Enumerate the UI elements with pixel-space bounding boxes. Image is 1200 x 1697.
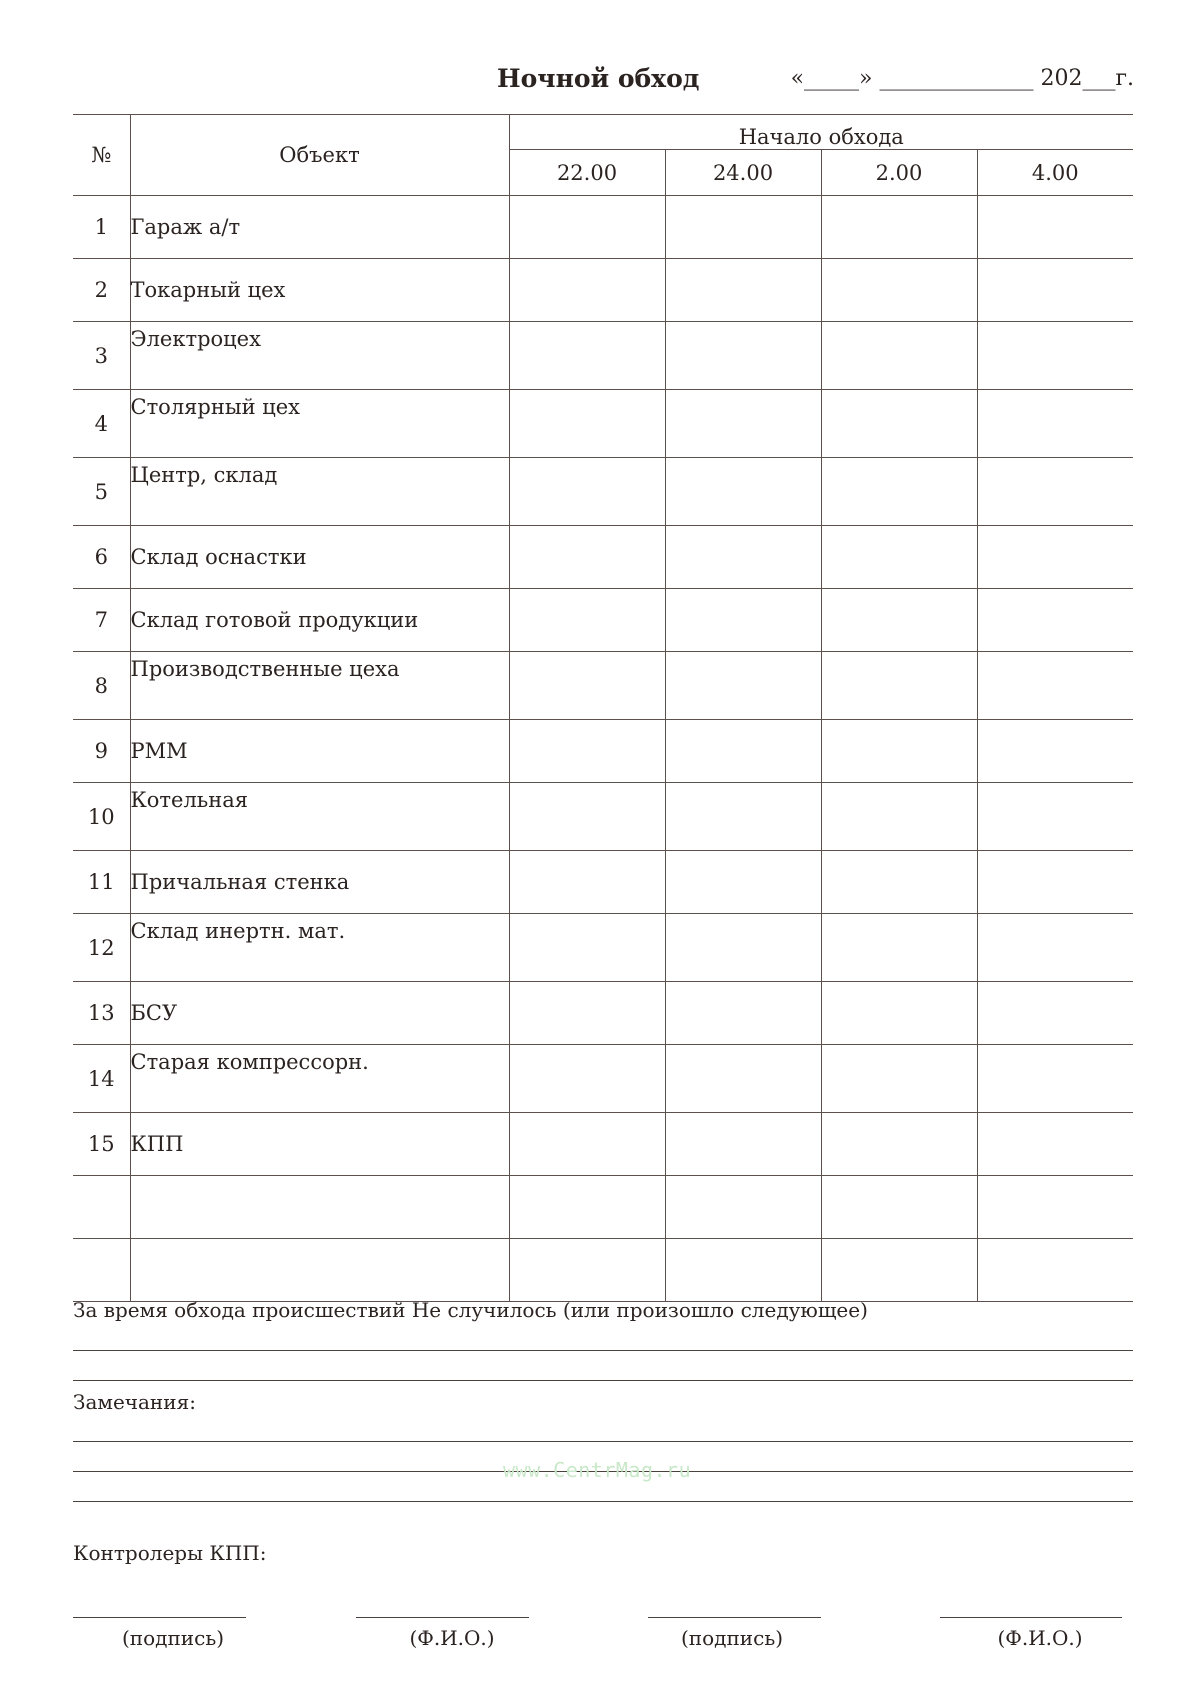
table-row (73, 720, 1133, 783)
check-cell[interactable] (821, 390, 977, 458)
row-number: 9 (73, 720, 130, 783)
row-object: Причальная стенка (130, 851, 509, 914)
signature-caption: (подпись) (680, 1626, 784, 1650)
watermark-text: www.CentrMag.ru (503, 1458, 692, 1482)
check-cell[interactable] (977, 1239, 1133, 1302)
column-header-number: № (73, 115, 130, 196)
check-cell[interactable] (977, 1176, 1133, 1239)
row-object: Электроцех (130, 322, 509, 390)
table-row (73, 526, 1133, 589)
check-cell[interactable] (665, 1045, 821, 1113)
check-cell[interactable] (509, 196, 665, 259)
column-header-time: 22.00 (509, 150, 665, 196)
row-number: 2 (73, 259, 130, 322)
check-cell[interactable] (665, 589, 821, 652)
column-header-object: Объект (130, 115, 509, 196)
check-cell[interactable] (509, 1239, 665, 1302)
check-cell[interactable] (977, 458, 1133, 526)
check-cell[interactable] (977, 982, 1133, 1045)
check-cell[interactable] (665, 196, 821, 259)
table-row (73, 322, 1133, 390)
check-cell[interactable] (509, 851, 665, 914)
row-number: 13 (73, 982, 130, 1045)
check-cell[interactable] (665, 526, 821, 589)
row-number: 4 (73, 390, 130, 458)
check-cell[interactable] (665, 322, 821, 390)
row-number: 14 (73, 1045, 130, 1113)
row-number: 1 (73, 196, 130, 259)
check-cell[interactable] (509, 259, 665, 322)
column-header-round-start: Начало обхода (509, 115, 1133, 150)
check-cell[interactable] (821, 720, 977, 783)
table-row (73, 196, 1133, 259)
check-cell[interactable] (977, 1113, 1133, 1176)
name-line[interactable] (356, 1617, 529, 1618)
row-object: Склад оснастки (130, 526, 509, 589)
check-cell[interactable] (821, 322, 977, 390)
check-cell[interactable] (821, 1239, 977, 1302)
table-row (73, 1045, 1133, 1113)
check-cell[interactable] (977, 720, 1133, 783)
row-number (73, 1176, 130, 1239)
check-cell[interactable] (821, 652, 977, 720)
check-cell[interactable] (665, 783, 821, 851)
row-object: Котельная (130, 783, 509, 851)
row-number: 7 (73, 589, 130, 652)
incidents-line[interactable] (73, 1380, 1133, 1381)
check-cell[interactable] (665, 1239, 821, 1302)
row-number: 10 (73, 783, 130, 851)
check-cell[interactable] (977, 1045, 1133, 1113)
table-row (73, 783, 1133, 851)
name-caption: (Ф.И.О.) (409, 1626, 495, 1650)
signature-caption: (подпись) (121, 1626, 225, 1650)
column-header-time: 4.00 (977, 150, 1133, 196)
check-cell[interactable] (821, 783, 977, 851)
check-cell[interactable] (821, 914, 977, 982)
check-cell[interactable] (977, 196, 1133, 259)
remarks-line[interactable] (73, 1501, 1133, 1502)
check-cell[interactable] (977, 914, 1133, 982)
row-number: 11 (73, 851, 130, 914)
check-cell[interactable] (665, 1176, 821, 1239)
row-object: Токарный цех (130, 259, 509, 322)
check-cell[interactable] (977, 851, 1133, 914)
table-body (73, 196, 1133, 1302)
check-cell[interactable] (665, 982, 821, 1045)
table-row (73, 914, 1133, 982)
table-row (73, 390, 1133, 458)
row-number: 6 (73, 526, 130, 589)
row-object (130, 1239, 509, 1302)
row-number: 15 (73, 1113, 130, 1176)
table-row (73, 1239, 1133, 1302)
row-object: Склад инертн. мат. (130, 914, 509, 982)
signature-line[interactable] (73, 1617, 246, 1618)
row-object: Центр, склад (130, 458, 509, 526)
check-cell[interactable] (821, 526, 977, 589)
check-cell[interactable] (977, 322, 1133, 390)
check-cell[interactable] (977, 259, 1133, 322)
night-round-table (73, 114, 1133, 1302)
signature-line[interactable] (648, 1617, 821, 1618)
check-cell[interactable] (665, 259, 821, 322)
table-row (73, 652, 1133, 720)
check-cell[interactable] (509, 783, 665, 851)
incidents-label: За время обхода происшествий Не случилось (или произошло следующее) (73, 1298, 868, 1322)
remarks-line[interactable] (73, 1441, 1133, 1442)
row-number (73, 1239, 130, 1302)
check-cell[interactable] (821, 196, 977, 259)
row-object: Производственные цеха (130, 652, 509, 720)
check-cell[interactable] (509, 720, 665, 783)
row-number: 3 (73, 322, 130, 390)
row-object: РММ (130, 720, 509, 783)
table-row (73, 458, 1133, 526)
check-cell[interactable] (509, 589, 665, 652)
check-cell[interactable] (821, 1176, 977, 1239)
table-row (73, 1113, 1133, 1176)
check-cell[interactable] (509, 1045, 665, 1113)
page-title: Ночной обход (497, 64, 700, 93)
remarks-label: Замечания: (73, 1390, 196, 1414)
check-cell[interactable] (977, 526, 1133, 589)
check-cell[interactable] (821, 982, 977, 1045)
check-cell[interactable] (977, 390, 1133, 458)
check-cell[interactable] (509, 652, 665, 720)
check-cell[interactable] (509, 914, 665, 982)
row-object: КПП (130, 1113, 509, 1176)
controllers-label: Контролеры КПП: (73, 1541, 267, 1565)
check-cell[interactable] (509, 322, 665, 390)
column-header-time: 24.00 (665, 150, 821, 196)
table-row (73, 982, 1133, 1045)
row-object: Гараж а/т (130, 196, 509, 259)
check-cell[interactable] (977, 783, 1133, 851)
table-row (73, 851, 1133, 914)
check-cell[interactable] (821, 589, 977, 652)
table-row (73, 1176, 1133, 1239)
date-field[interactable]: «_____» ______________ 202___г. (790, 66, 1134, 91)
check-cell[interactable] (977, 652, 1133, 720)
check-cell[interactable] (665, 652, 821, 720)
check-cell[interactable] (821, 1045, 977, 1113)
name-caption: (Ф.И.О.) (997, 1626, 1083, 1650)
row-number: 8 (73, 652, 130, 720)
check-cell[interactable] (509, 982, 665, 1045)
row-object: БСУ (130, 982, 509, 1045)
check-cell[interactable] (821, 851, 977, 914)
row-number: 12 (73, 914, 130, 982)
row-object: Склад готовой продукции (130, 589, 509, 652)
column-header-time: 2.00 (821, 150, 977, 196)
table-row (73, 589, 1133, 652)
check-cell[interactable] (509, 526, 665, 589)
row-number: 5 (73, 458, 130, 526)
check-cell[interactable] (665, 390, 821, 458)
check-cell[interactable] (665, 851, 821, 914)
row-object: Столярный цех (130, 390, 509, 458)
check-cell[interactable] (665, 458, 821, 526)
incidents-line[interactable] (73, 1350, 1133, 1351)
check-cell[interactable] (509, 1113, 665, 1176)
check-cell[interactable] (821, 259, 977, 322)
check-cell[interactable] (509, 458, 665, 526)
check-cell[interactable] (977, 589, 1133, 652)
name-line[interactable] (940, 1617, 1122, 1618)
check-cell[interactable] (509, 390, 665, 458)
check-cell[interactable] (665, 720, 821, 783)
row-object: Старая компрессорн. (130, 1045, 509, 1113)
check-cell[interactable] (821, 458, 977, 526)
check-cell[interactable] (665, 1113, 821, 1176)
check-cell[interactable] (821, 1113, 977, 1176)
check-cell[interactable] (509, 1176, 665, 1239)
row-object (130, 1176, 509, 1239)
table-row (73, 259, 1133, 322)
check-cell[interactable] (665, 914, 821, 982)
